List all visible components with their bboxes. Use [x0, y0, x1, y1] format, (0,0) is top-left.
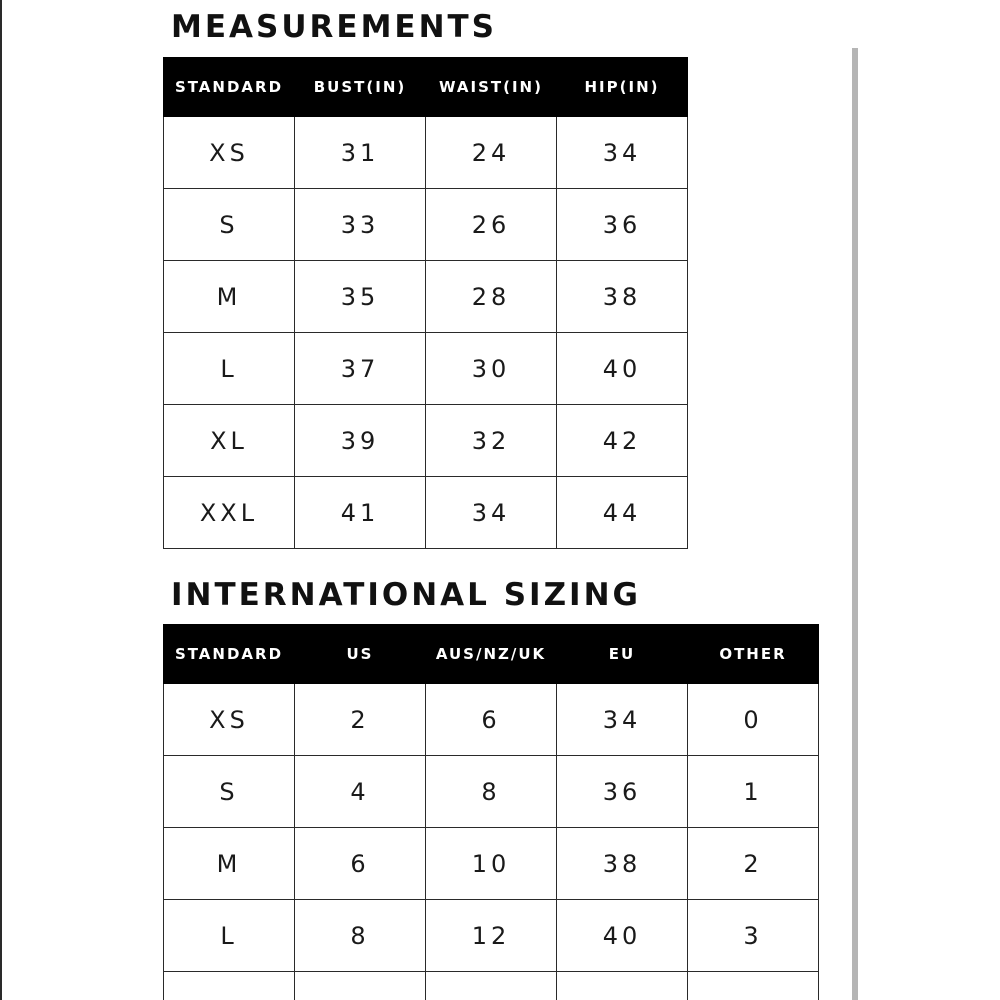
cell-hip: 36 — [557, 189, 688, 261]
cell-bust: 33 — [295, 189, 426, 261]
header-other: OTHER — [688, 625, 819, 684]
table-row-partial — [164, 972, 819, 1000]
table-row — [164, 333, 688, 405]
table-row — [164, 684, 819, 756]
cell-us: 8 — [295, 900, 426, 972]
cell-eu: 38 — [557, 828, 688, 900]
cell-aus-nz-uk: 8 — [426, 756, 557, 828]
cell-us: 2 — [295, 684, 426, 756]
cell-standard: XS — [164, 684, 295, 756]
cell-other: 0 — [688, 684, 819, 756]
cell-standard: S — [164, 756, 295, 828]
cell-bust: 31 — [295, 117, 426, 189]
header-hip: HIP(IN) — [557, 58, 688, 117]
header-bust: BUST(IN) — [295, 58, 426, 117]
cell-empty — [688, 972, 819, 1000]
header-us: US — [295, 625, 426, 684]
cell-waist: 34 — [426, 477, 557, 549]
cell-other: 1 — [688, 756, 819, 828]
header-waist: WAIST(IN) — [426, 58, 557, 117]
cell-waist: 32 — [426, 405, 557, 477]
cell-standard: L — [164, 333, 295, 405]
table-row — [164, 756, 819, 828]
cell-bust: 39 — [295, 405, 426, 477]
measurements-title: MEASUREMENTS — [171, 9, 498, 45]
international-sizing-table — [163, 624, 819, 1000]
cell-eu: 36 — [557, 756, 688, 828]
cell-standard: XS — [164, 117, 295, 189]
cell-empty — [295, 972, 426, 1000]
header-aus-nz-uk: AUS/NZ/UK — [426, 625, 557, 684]
cell-eu: 34 — [557, 684, 688, 756]
table-row — [164, 189, 688, 261]
cell-hip: 40 — [557, 333, 688, 405]
cell-aus-nz-uk: 12 — [426, 900, 557, 972]
table-row — [164, 261, 688, 333]
cell-hip: 34 — [557, 117, 688, 189]
table-header-row — [164, 625, 819, 684]
measurements-table — [163, 57, 688, 549]
cell-eu: 40 — [557, 900, 688, 972]
cell-waist: 30 — [426, 333, 557, 405]
header-standard: STANDARD — [164, 58, 295, 117]
cell-hip: 44 — [557, 477, 688, 549]
cell-standard: L — [164, 900, 295, 972]
vertical-divider-bar — [852, 48, 858, 1000]
table-row — [164, 117, 688, 189]
cell-hip: 42 — [557, 405, 688, 477]
international-sizing-title: INTERNATIONAL SIZING — [171, 577, 641, 613]
cell-standard: M — [164, 828, 295, 900]
left-border-line — [0, 0, 2, 1000]
cell-empty — [426, 972, 557, 1000]
header-eu: EU — [557, 625, 688, 684]
cell-waist: 24 — [426, 117, 557, 189]
cell-standard: XXL — [164, 477, 295, 549]
table-row — [164, 900, 819, 972]
cell-waist: 28 — [426, 261, 557, 333]
cell-us: 6 — [295, 828, 426, 900]
cell-bust: 41 — [295, 477, 426, 549]
cell-us: 4 — [295, 756, 426, 828]
cell-standard: S — [164, 189, 295, 261]
header-standard: STANDARD — [164, 625, 295, 684]
cell-empty — [557, 972, 688, 1000]
cell-waist: 26 — [426, 189, 557, 261]
cell-bust: 35 — [295, 261, 426, 333]
cell-other: 3 — [688, 900, 819, 972]
cell-hip: 38 — [557, 261, 688, 333]
cell-aus-nz-uk: 6 — [426, 684, 557, 756]
cell-bust: 37 — [295, 333, 426, 405]
cell-empty — [164, 972, 295, 1000]
cell-standard: XL — [164, 405, 295, 477]
cell-standard: M — [164, 261, 295, 333]
cell-other: 2 — [688, 828, 819, 900]
cell-aus-nz-uk: 10 — [426, 828, 557, 900]
table-row — [164, 405, 688, 477]
table-row — [164, 477, 688, 549]
table-header-row — [164, 58, 688, 117]
table-row — [164, 828, 819, 900]
